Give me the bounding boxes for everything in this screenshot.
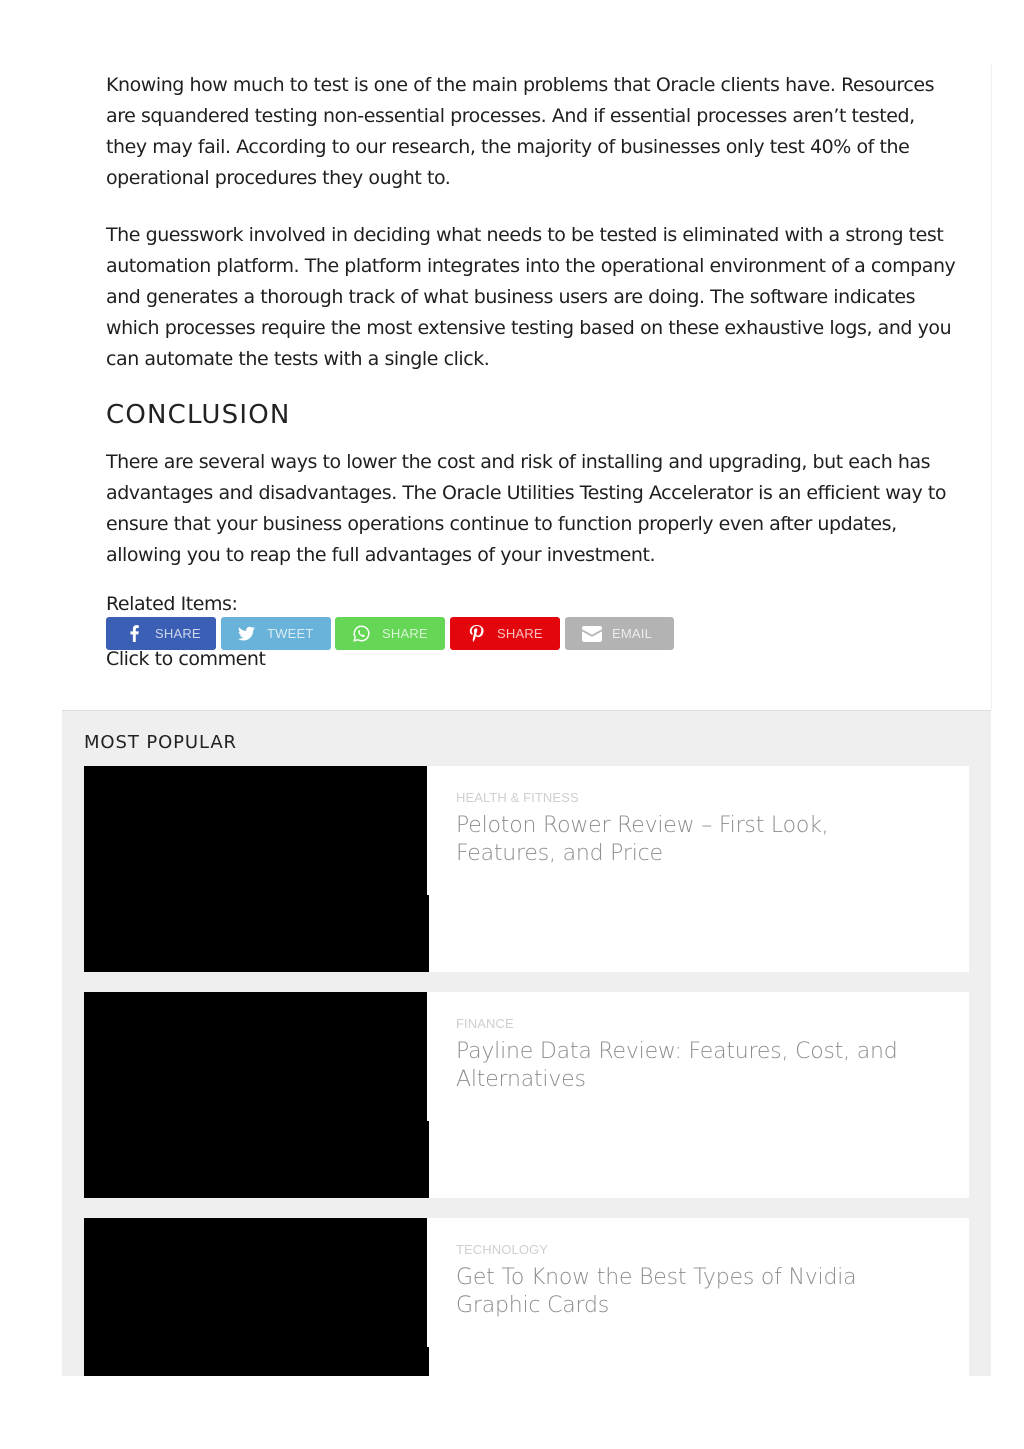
share-label: SHARE [382,626,428,641]
most-popular-heading: MOST POPULAR [84,732,237,753]
article-paragraph: The guesswork involved in deciding what needs to be tested is eliminated with a strong test automation platform. The platform integrates into the operational environment of a company and generates a thorough track of what business users are doing. The software indicates which processes require the most extensive testing based on these exhaustive logs, and you can automate the tests with a single click. [106,224,956,370]
post-category[interactable]: TECHNOLOGY [456,1242,549,1257]
popular-post-card[interactable] [84,1218,969,1376]
post-thumbnail[interactable] [84,1218,427,1376]
share-label: SHARE [155,626,201,641]
post-title[interactable]: Peloton Rower Review – First Look, Features, and Price [456,813,829,866]
share-label: EMAIL [612,626,653,641]
twitter-share-button[interactable] [221,617,331,650]
popular-post-card[interactable] [84,992,969,1198]
whatsapp-icon [353,625,370,642]
article-body [62,64,992,710]
facebook-icon [126,625,143,642]
post-thumbnail[interactable] [84,992,427,1198]
pinterest-share-button[interactable] [450,617,560,650]
thumbnail-edge [427,895,429,972]
email-share-button[interactable] [565,617,674,650]
click-to-comment-link[interactable]: Click to comment [106,648,266,670]
pinterest-icon [468,625,485,642]
twitter-icon [238,625,255,642]
share-label: SHARE [497,626,543,641]
thumbnail-edge [427,1121,429,1198]
post-category[interactable]: FINANCE [456,1016,514,1031]
popular-post-card[interactable] [84,766,969,972]
post-thumbnail[interactable] [84,766,427,972]
post-title[interactable]: Get To Know the Best Types of Nvidia Graphic Cards [456,1265,857,1318]
conclusion-paragraph: There are several ways to lower the cost and risk of installing and upgrading, but each has advantages and disadvantages. The Oracle Utilities Testing Accelerator is an efficient way to ensure that your business operations continue to function properly even after updates, allowing you to reap the full advantages of your investment. [106,451,947,566]
thumbnail-edge [427,1347,429,1376]
article-paragraph: Knowing how much to test is one of the main problems that Oracle clients have. Resources are squandered testing non-essential processes. And if essential processes aren’t tested, they may fail. According to our research, the majority of businesses only test 40% of the operational procedures they ought to. [106,74,935,189]
related-items-label: Related Items: [106,593,238,615]
facebook-share-button[interactable] [106,617,216,650]
envelope-icon [582,626,602,642]
most-popular-section [62,710,991,1376]
conclusion-heading: CONCLUSION [106,400,291,430]
share-label: TWEET [267,626,314,641]
post-title[interactable]: Payline Data Review: Features, Cost, and Alternatives [456,1039,898,1092]
whatsapp-share-button[interactable] [335,617,445,650]
post-category[interactable]: HEALTH & FITNESS [456,790,579,805]
